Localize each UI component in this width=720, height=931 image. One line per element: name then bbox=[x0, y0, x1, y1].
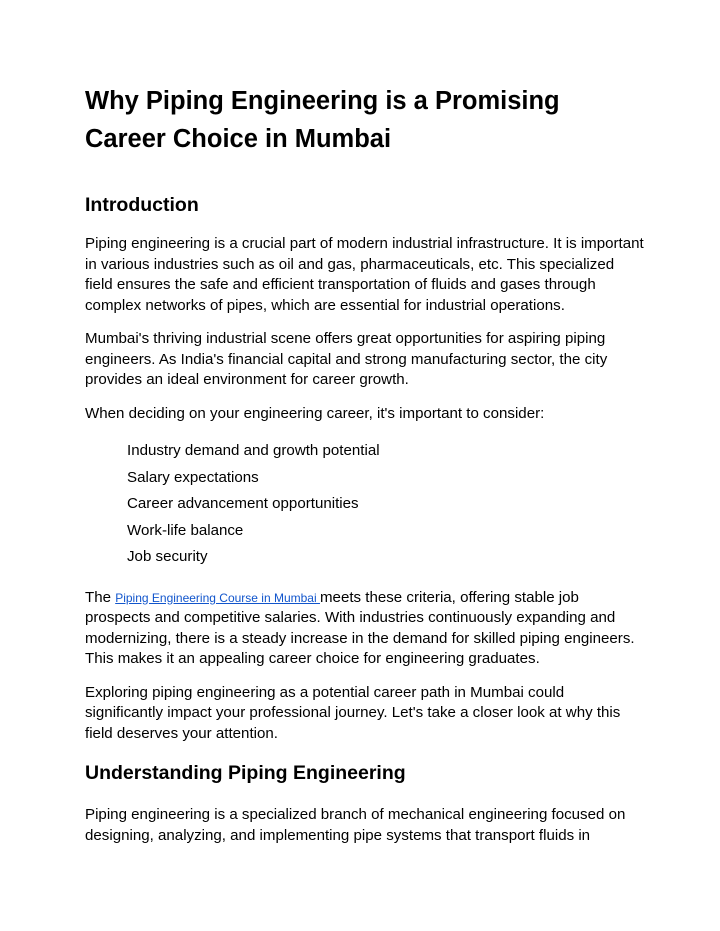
understanding-heading: Understanding Piping Engineering bbox=[85, 762, 406, 784]
list-item: Job security bbox=[127, 548, 208, 565]
list-item: Salary expectations bbox=[127, 468, 259, 486]
list-item: Work-life balance bbox=[127, 521, 244, 539]
introduction-heading: Introduction bbox=[85, 194, 199, 216]
paragraph-intro-1: Piping engineering is a crucial part of modern industrial infrastructure. It is important in various industries such as oil and gas, pharmaceuticals, etc. This specialized field ensures the safe and efficient transportation of fluids and gases through complex networks of pipes, which are essential for industrial operations. bbox=[85, 235, 644, 314]
paragraph-intro-2: Mumbai's thriving industrial scene offers great opportunities for aspiring piping engineers. As India's financial capital and strong manufacturing sector, the city provides an ideal environment for career growth. bbox=[85, 330, 608, 388]
course-link[interactable]: Piping Engineering Course in Mumbai bbox=[115, 590, 320, 605]
criteria-list bbox=[85, 438, 645, 571]
page-title: Why Piping Engineering is a Promising Career Choice in Mumbai bbox=[85, 87, 560, 153]
list-item: Career advancement opportunities bbox=[127, 495, 359, 512]
paragraph-intro-3: When deciding on your engineering career, it's important to consider: bbox=[85, 404, 545, 422]
paragraph-exploring: Exploring piping engineering as a potential career path in Mumbai could significantly impact your professional journey. Let's take a closer look at why this field deserves your attention. bbox=[85, 683, 621, 742]
link-prefix: The bbox=[85, 588, 116, 606]
document-content bbox=[85, 82, 645, 846]
paragraph-course-link bbox=[85, 588, 645, 670]
paragraph-understanding: Piping engineering is a specialized branch of mechanical engineering focused on designing, analyzing, and implementing pipe systems that transport fluids in bbox=[85, 806, 626, 844]
list-item: Industry demand and growth potential bbox=[127, 442, 380, 459]
link-suffix: meets these criteria, offering stable job prospects and competitive salaries. With industries continuously expanding and modernizing, there is a steady increase in the demand for skilled piping engineers. This makes it an appealing career choice for engineering graduates. bbox=[85, 588, 635, 667]
